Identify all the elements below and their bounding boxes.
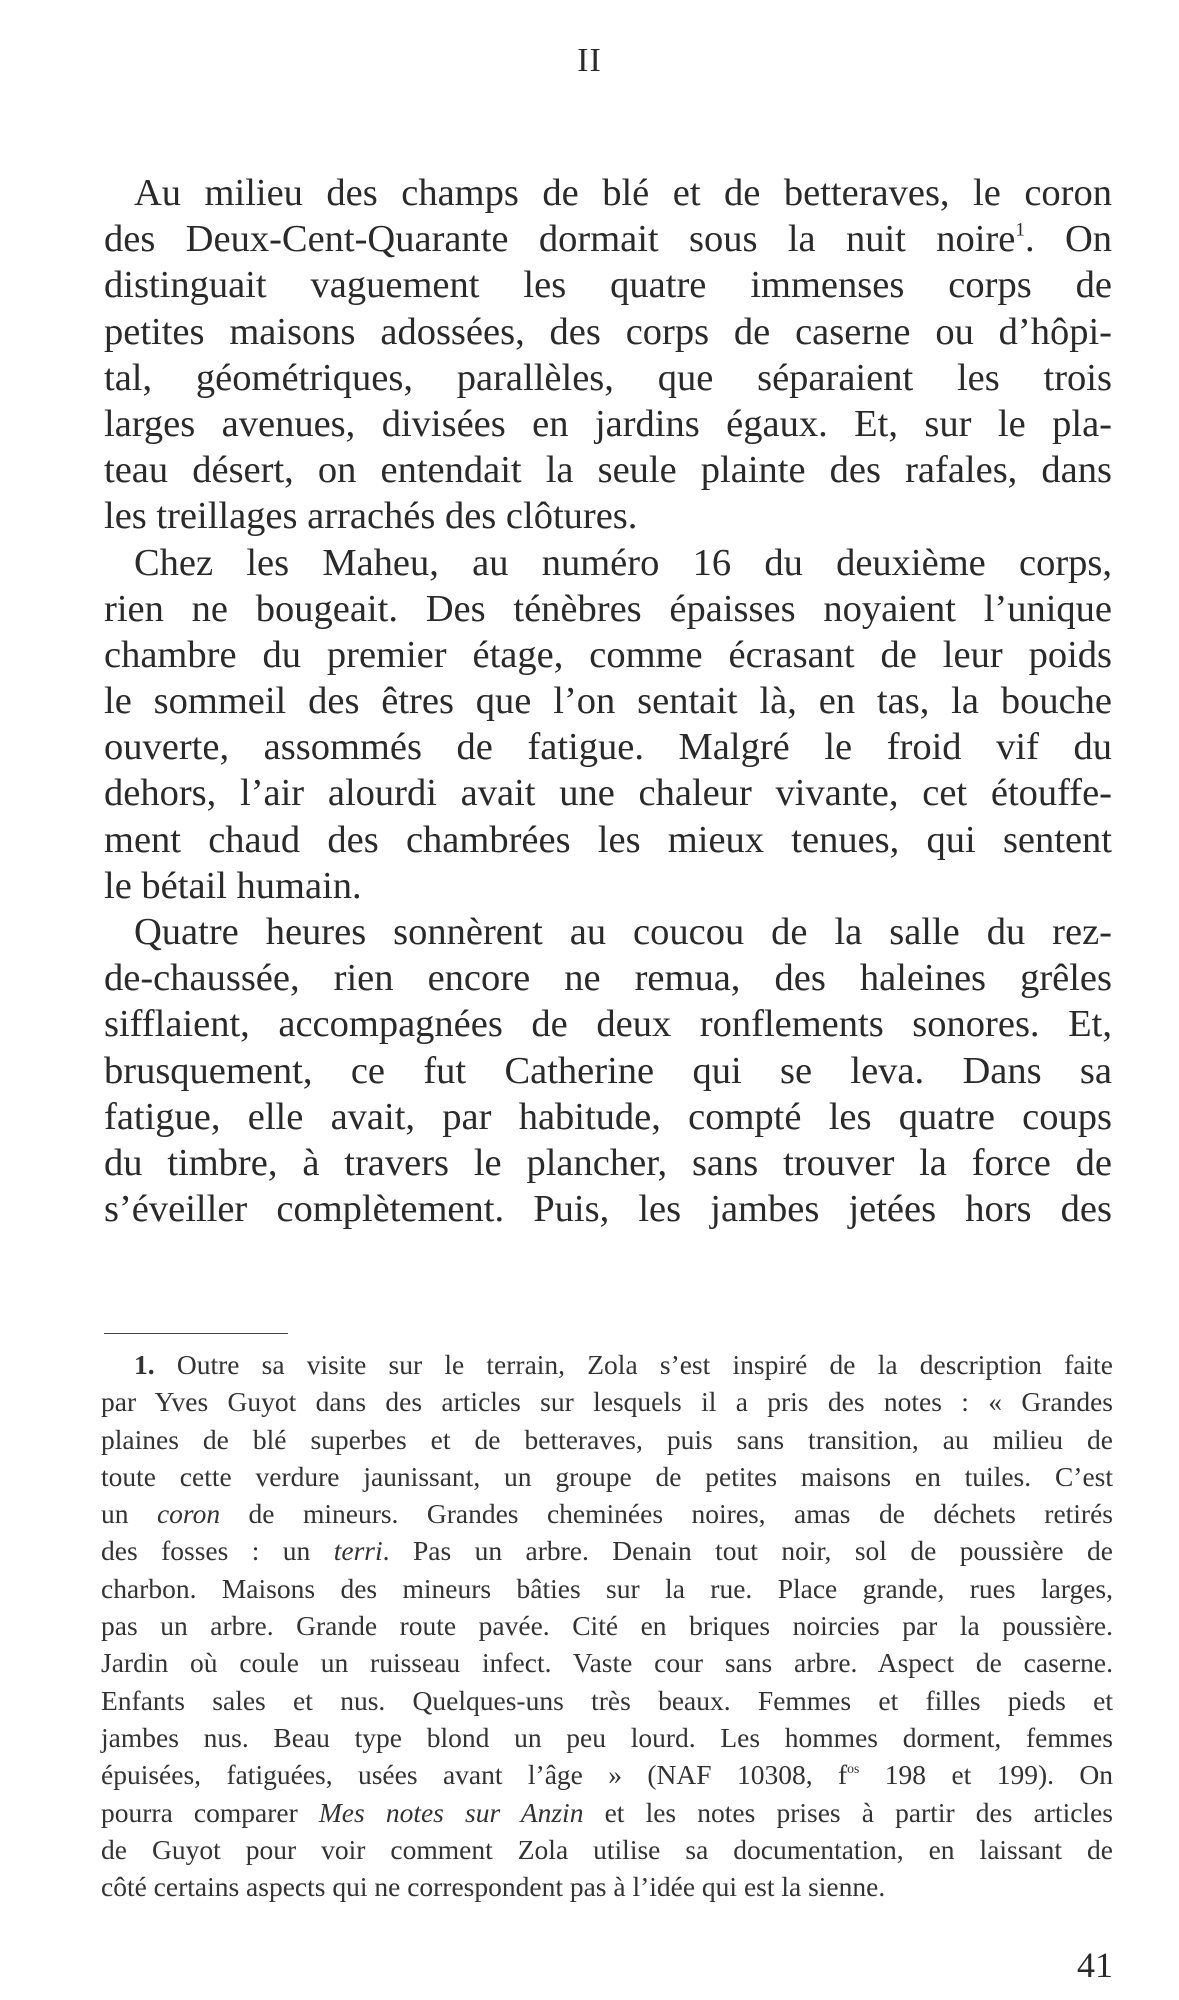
text-line (104, 216, 1112, 262)
footnote-line (101, 1719, 1113, 1756)
footnote-line (101, 1682, 1113, 1719)
text-line (104, 170, 1112, 216)
text-segment: par Yves Guyot dans des articles sur lesquels il a pris des notes : « Grandes (101, 1386, 1113, 1418)
text-segment: le bétail humain. (104, 864, 362, 907)
footnote-line (101, 1868, 1113, 1905)
chapter-number: II (577, 42, 602, 79)
text-line (104, 1048, 1112, 1094)
text-segment: Enfants sales et nus. Quelques-uns très beaux. Femmes et filles pieds et (101, 1684, 1113, 1716)
text-line (104, 724, 1112, 770)
text-segment: de Guyot pour voir comment Zola utilise sa documentation, en laissant de (101, 1833, 1113, 1865)
text-line (104, 401, 1112, 447)
footnote-line (101, 1495, 1113, 1532)
text-segment: Au milieu des champs de blé et de betteraves, le coron (134, 172, 1112, 214)
footnote-line (101, 1421, 1113, 1458)
text-segment: rien ne bougeait. Des ténèbres épaisses noyaient l’unique (104, 587, 1112, 630)
text-line (104, 1094, 1112, 1140)
text-line (104, 355, 1112, 401)
footnote-line (101, 1831, 1113, 1868)
text-segment: larges avenues, divisées en jardins égaux. Et, sur le pla- (104, 402, 1112, 445)
text-segment: toute cette verdure jaunissant, un groupe de petites maisons en tuiles. C’est (101, 1460, 1113, 1492)
text-line (104, 817, 1112, 863)
text-line (104, 909, 1112, 955)
text-segment: ment chaud des chambrées les mieux tenues, qui sentent (104, 818, 1112, 861)
italic-text: Mes notes sur Anzin (318, 1796, 584, 1828)
text-segment: tal, géométriques, parallèles, que séparaient les trois (104, 356, 1112, 399)
text-segment: . Pas un arbre. Denain tout noir, sol de poussière de (382, 1535, 1113, 1567)
text-segment: un (101, 1498, 157, 1530)
footnote-line (101, 1607, 1113, 1644)
text-segment: petites maisons adossées, des corps de caserne ou d’hôpi- (104, 310, 1112, 353)
italic-text: coron (156, 1498, 221, 1530)
text-line (104, 955, 1112, 1001)
footnote-line (101, 1756, 1113, 1793)
text-segment: . On (1024, 218, 1112, 261)
text-segment: Quatre heures sonnèrent au coucou de la salle du rez- (134, 911, 1112, 953)
text-segment: distinguait vaguement les quatre immenses corps de (104, 264, 1112, 307)
footnote-line (101, 1383, 1113, 1420)
footnote-line (101, 1346, 1113, 1383)
italic-text: terri (333, 1535, 383, 1567)
footnote-line (101, 1458, 1113, 1495)
text-segment: plaines de blé superbes et de betteraves, puis sans transition, au milieu de (101, 1423, 1113, 1455)
text-segment: épuisées, fatiguées, usées avant l’âge » (NAF 10308, f (101, 1759, 848, 1791)
text-segment: sifflaient, accompagnées de deux ronflements sonores. Et, (104, 1003, 1112, 1046)
text-line (104, 540, 1112, 586)
footnote (101, 1346, 1113, 1905)
text-segment: côté certains aspects qui ne correspondent pas à l’idée qui est la sienne. (101, 1871, 886, 1903)
text-line (104, 262, 1112, 308)
text-segment: Chez les Maheu, au numéro 16 du deuxième corps, (134, 541, 1112, 584)
text-segment: pas un arbre. Grande route pavée. Cité en briques noircies par la poussière. (101, 1610, 1113, 1642)
text-segment: des Deux-Cent-Quarante dormait sous la nuit noire (104, 218, 1016, 261)
text-segment: ouverte, assommés de fatigue. Malgré le froid vif du (104, 726, 1112, 769)
text-segment: dehors, l’air alourdi avait une chaleur vivante, cet étouffe- (104, 772, 1112, 815)
text-line (104, 1140, 1112, 1186)
text-segment: teau désert, on entendait la seule plainte des rafales, dans (104, 449, 1112, 492)
text-segment: des fosses : un (101, 1535, 334, 1567)
body-text (104, 170, 1112, 1232)
text-segment: Outre sa visite sur le terrain, Zola s’est inspiré de la description faite (154, 1349, 1113, 1380)
text-line (104, 447, 1112, 493)
text-segment: le sommeil des êtres que l’on sentait là, en tas, la bouche (104, 680, 1112, 723)
footnote-line (101, 1570, 1113, 1607)
text-line (104, 586, 1112, 632)
text-line (104, 863, 1112, 909)
footnote-line (101, 1644, 1113, 1681)
footnote-line (101, 1794, 1113, 1831)
text-line (104, 1186, 1112, 1232)
text-segment: Jardin où coule un ruisseau infect. Vaste cour sans arbre. Aspect de caserne. (101, 1647, 1113, 1679)
text-segment: charbon. Maisons des mineurs bâties sur la rue. Place grande, rues larges, (101, 1572, 1113, 1604)
text-segment: chambre du premier étage, comme écrasant de leur poids (104, 633, 1112, 676)
footnote-separator (104, 1333, 288, 1334)
text-segment: pourra comparer (101, 1796, 319, 1828)
text-segment: 198 et 199). On (859, 1759, 1113, 1791)
text-segment: 1. (134, 1349, 155, 1380)
page-number: 41 (1077, 1945, 1113, 1985)
text-segment: de-chaussée, rien encore ne remua, des haleines grêles (104, 957, 1112, 1000)
text-line (104, 493, 1112, 539)
text-segment: jambes nus. Beau type blond un peu lourd. Les hommes dorment, femmes (101, 1721, 1113, 1753)
text-line (104, 1001, 1112, 1047)
text-segment: de mineurs. Grandes cheminées noires, amas de déchets retirés (220, 1498, 1113, 1530)
text-segment: du timbre, à travers le plancher, sans trouver la force de (104, 1141, 1112, 1184)
footnote-line (101, 1532, 1113, 1569)
text-segment: les treillages arrachés des clôtures. (104, 495, 638, 538)
text-segment: fatigue, elle avait, par habitude, compté les quatre coups (104, 1095, 1112, 1138)
superscript: os (847, 1761, 860, 1777)
text-line (104, 632, 1112, 678)
text-segment: brusquement, ce fut Catherine qui se leva. Dans sa (104, 1049, 1112, 1092)
text-segment: s’éveiller complètement. Puis, les jambes jetées hors des (104, 1188, 1112, 1231)
superscript: 1 (1015, 219, 1025, 241)
text-segment: et les notes prises à partir des articles (583, 1796, 1113, 1828)
text-line (104, 309, 1112, 355)
text-line (104, 678, 1112, 724)
text-line (104, 770, 1112, 816)
